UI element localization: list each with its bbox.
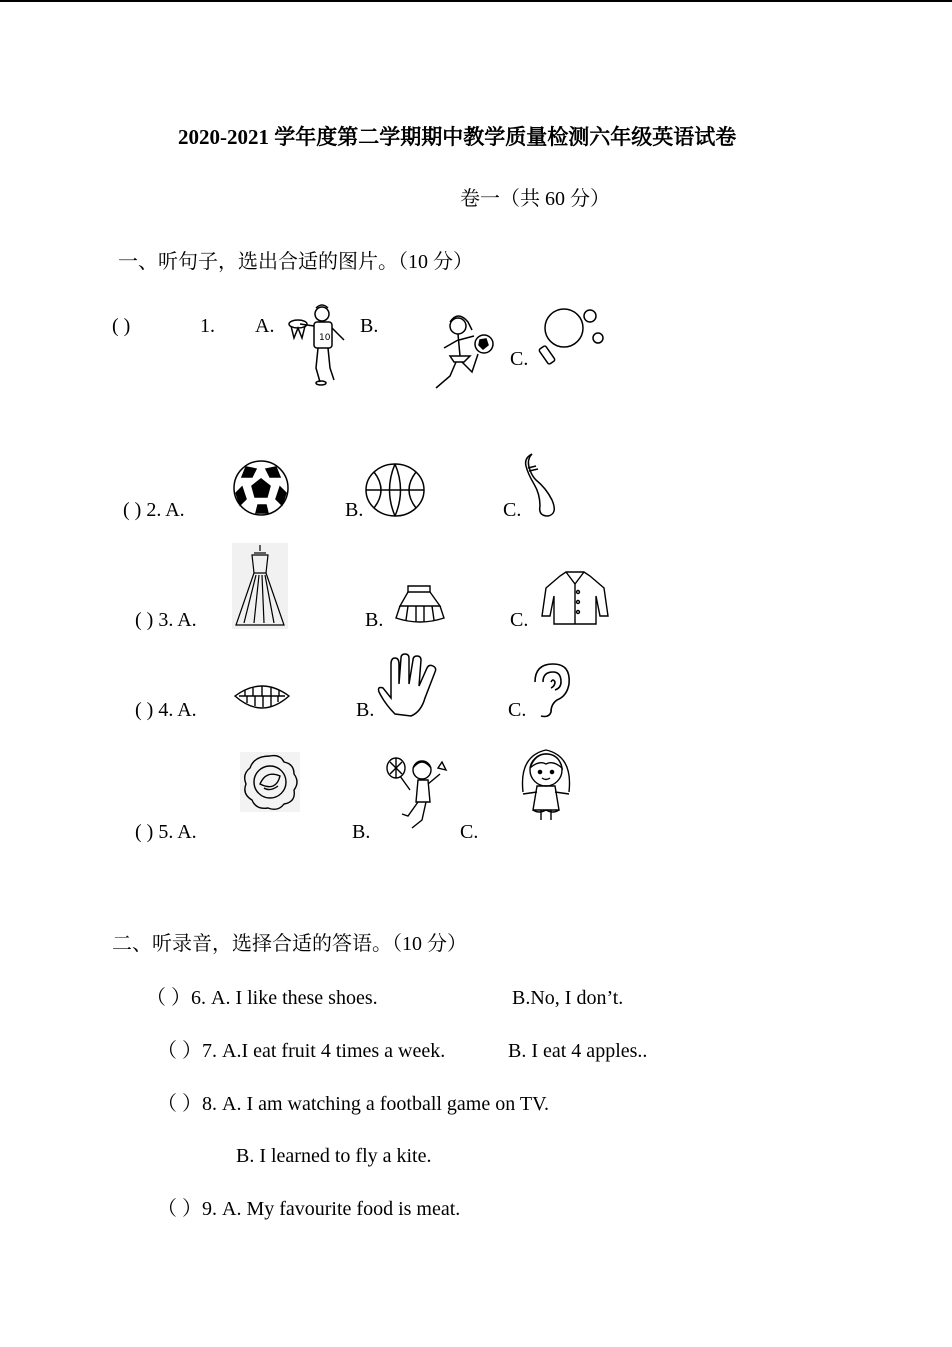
ear-icon <box>527 662 573 718</box>
dress-icon <box>232 543 288 629</box>
q1-option-c-label: C. <box>510 348 529 370</box>
q3-option-c-label: C. <box>510 609 529 631</box>
exam-title: 2020-2021 学年度第二学期期中教学质量检测六年级英语试卷 <box>178 125 737 149</box>
basketball-icon <box>364 462 426 518</box>
q1-option-a-label: A. <box>255 315 275 337</box>
basketball-player-icon <box>288 302 350 386</box>
q8-stem: （ ）8. A. I am watching a football game on TV. <box>157 1093 549 1115</box>
q3-stem: ( ) 3. A. <box>135 609 197 631</box>
q1-number: 1. <box>200 315 215 337</box>
exam-subtitle: 卷一（共 60 分） <box>460 188 610 210</box>
q1-answer-paren[interactable]: ( ) <box>112 315 131 337</box>
q1-option-b-label: B. <box>360 315 379 337</box>
skirt-icon <box>394 584 446 626</box>
badminton-player-icon <box>384 756 450 832</box>
hand-icon <box>375 654 441 720</box>
q7-stem: （ ）7. A.I eat fruit 4 times a week. <box>157 1040 446 1062</box>
q2-option-b-label: B. <box>345 499 364 521</box>
section1-heading: 一、听句子，选出合适的图片。（10 分） <box>118 251 473 273</box>
q5-option-b-label: B. <box>352 821 371 843</box>
ping-pong-paddle-icon <box>538 304 608 366</box>
bowling-pin-icon <box>522 452 568 518</box>
food-plate-icon <box>240 752 300 812</box>
q7-option-b: B. I eat 4 apples.. <box>508 1040 648 1062</box>
soccer-ball-icon <box>232 459 290 517</box>
q8-option-b: B. I learned to fly a kite. <box>236 1145 432 1167</box>
girl-kicking-football-icon <box>428 312 498 396</box>
q6-stem: （ ）6. A. I like these shoes. <box>146 987 378 1009</box>
page-top-border <box>0 0 952 2</box>
q6-option-b: B.No, I don’t. <box>512 987 624 1009</box>
teeth-icon <box>233 680 291 716</box>
shirt-icon <box>540 568 610 626</box>
q2-option-c-label: C. <box>503 499 522 521</box>
q4-stem: ( ) 4. A. <box>135 699 197 721</box>
q5-option-c-label: C. <box>460 821 479 843</box>
q5-stem: ( ) 5. A. <box>135 821 197 843</box>
q4-option-c-label: C. <box>508 699 527 721</box>
svg-text:10: 10 <box>319 333 331 343</box>
q9-stem: （ ）9. A. My favourite food is meat. <box>157 1198 461 1220</box>
q3-option-b-label: B. <box>365 609 384 631</box>
q2-stem: ( ) 2. A. <box>123 499 185 521</box>
q4-option-b-label: B. <box>356 699 375 721</box>
section2-heading: 二、听录音，选择合适的答语。（10 分） <box>112 933 467 955</box>
girl-skipping-rope-icon <box>515 748 577 824</box>
